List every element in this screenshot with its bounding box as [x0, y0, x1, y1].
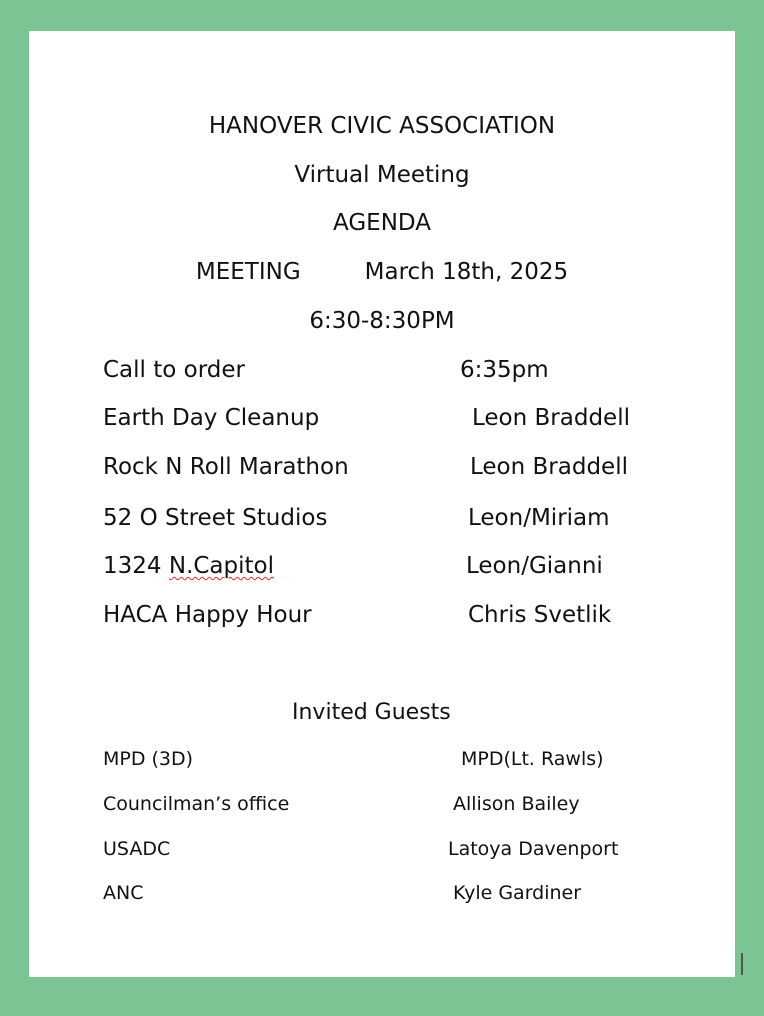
guest-left: MPD (3D): [103, 748, 194, 770]
guest-right: Latoya Davenport: [448, 838, 619, 860]
agenda-row: [29, 600, 735, 630]
agenda-owner: 6:35pm: [460, 357, 549, 383]
agenda-row: [29, 452, 735, 482]
agenda-item: HACA Happy Hour: [103, 602, 312, 628]
guest-left: Councilman’s office: [103, 793, 290, 815]
guest-right: Kyle Gardiner: [453, 882, 582, 904]
org-name: HANOVER CIVIC ASSOCIATION: [208, 113, 556, 139]
meeting-date-line: [29, 257, 735, 287]
agenda-item: 52 O Street Studios: [103, 505, 328, 531]
guest-row: [29, 880, 735, 906]
meeting-date: March 18th, 2025: [364, 259, 569, 285]
guest-row: [29, 791, 735, 817]
agenda-owner: Leon/Miriam: [468, 505, 610, 531]
time-range: 6:30-8:30PM: [309, 308, 455, 334]
guest-right: Allison Bailey: [453, 793, 580, 815]
invited-guests-heading: Invited Guests: [292, 700, 451, 725]
spellcheck-flagged-word[interactable]: N.Capitol: [168, 553, 274, 579]
agenda-row: [29, 551, 735, 581]
agenda-row: [29, 355, 735, 385]
guest-row: [29, 836, 735, 862]
meeting-label: MEETING: [195, 259, 301, 285]
guest-left: USADC: [103, 838, 171, 860]
guest-left: ANC: [103, 882, 144, 904]
text-cursor-mark: [741, 953, 743, 975]
guest-right: MPD(Lt. Rawls): [461, 748, 604, 770]
agenda-row: [29, 403, 735, 433]
agenda-owner: Leon Braddell: [472, 405, 630, 431]
doc-title: AGENDA: [333, 210, 431, 236]
agenda-item: Call to order: [103, 357, 245, 383]
agenda-owner: Chris Svetlik: [468, 602, 612, 628]
agenda-owner: Leon/Gianni: [466, 553, 603, 579]
agenda-item: Rock N Roll Marathon: [103, 454, 349, 480]
meeting-type: Virtual Meeting: [294, 162, 470, 188]
guest-row: [29, 746, 735, 772]
agenda-row: [29, 503, 735, 533]
agenda-owner: Leon Braddell: [470, 454, 628, 480]
agenda-item-prefix: 1324: [103, 553, 169, 579]
document-page: [29, 31, 735, 977]
agenda-item: Earth Day Cleanup: [103, 405, 320, 431]
agenda-item: [103, 551, 274, 581]
